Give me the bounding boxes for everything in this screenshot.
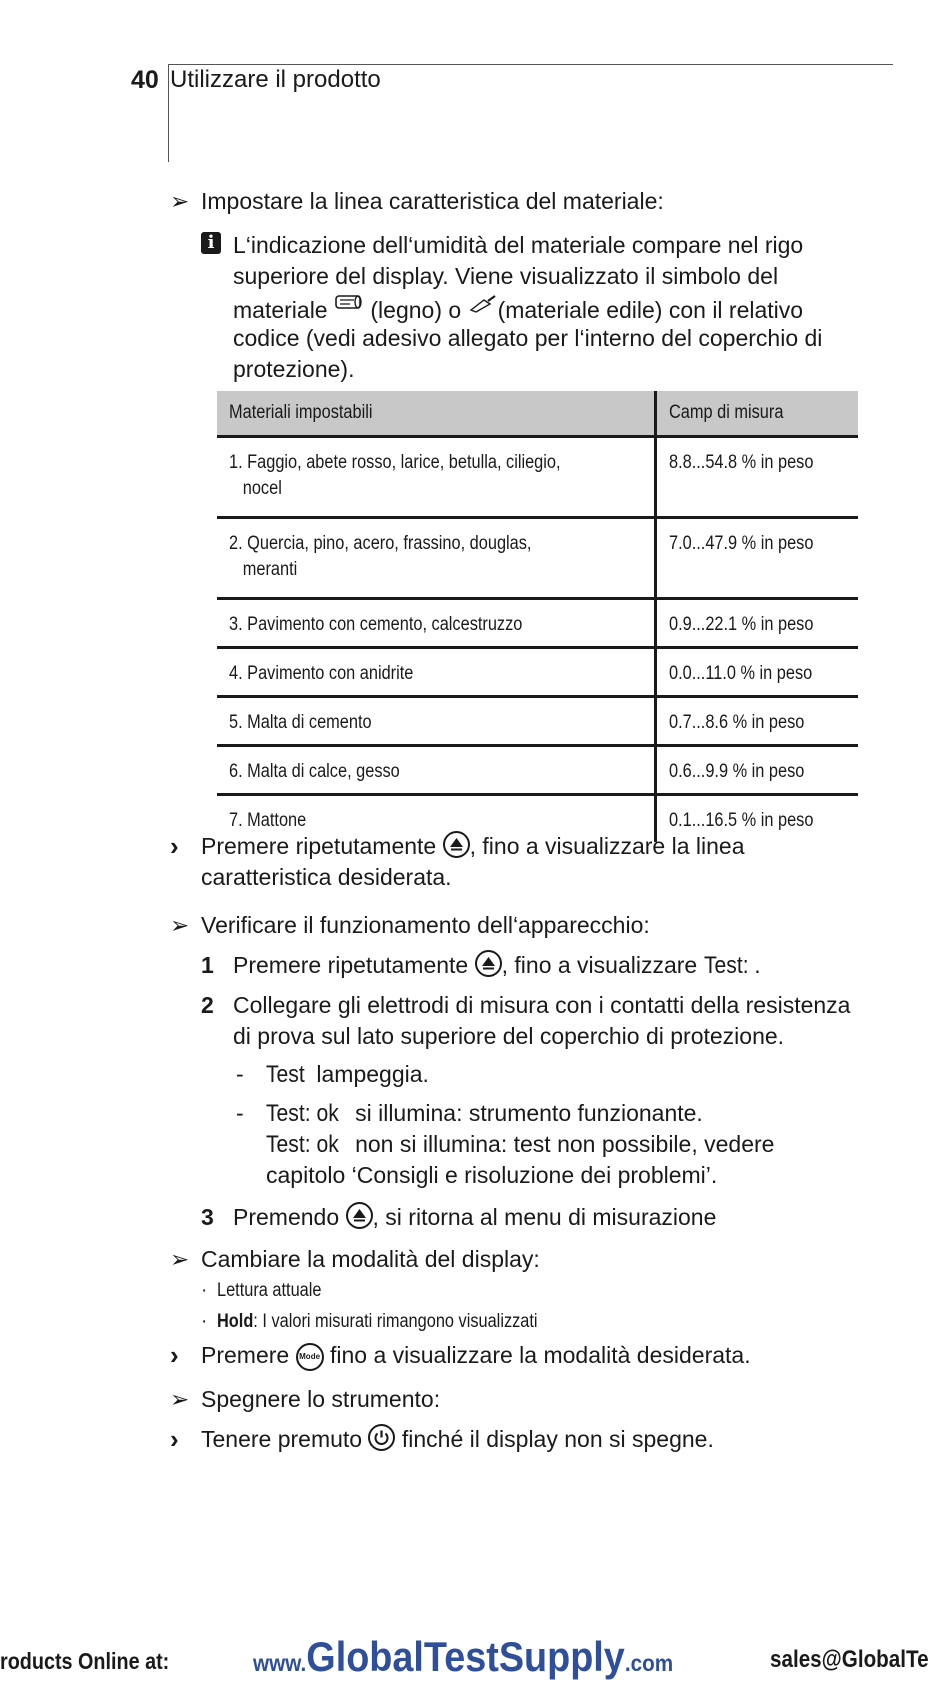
sub-step-1-text: lampeggia. <box>316 1061 429 1087</box>
verify-arrow: ➢ <box>170 912 190 938</box>
sub-step-3-text: non si illumina: test non possibile, vedere <box>355 1131 775 1157</box>
info-line-1: L‘indicazione dell‘umidità del materiale compare nel rigo <box>233 232 804 258</box>
step-1-text-a: Premere ripetutamente <box>233 952 469 978</box>
header-vertical-rule <box>168 64 169 162</box>
page-title: Utilizzare il prodotto <box>170 66 381 93</box>
off-heading: Spegnere lo strumento: <box>201 1386 441 1412</box>
range-cell: 0.0...11.0 % in peso <box>656 648 859 697</box>
step-1-text-b: , fino a visualizzare <box>501 952 698 978</box>
sub-step-3-line-2: capitolo ‘Consigli e risoluzione dei problemi’. <box>266 1162 718 1188</box>
material-heading: Impostare la linea caratteristica del materiale: <box>201 188 664 214</box>
footer-left-text: roducts Online at: <box>0 1648 170 1674</box>
range-cell: 7.0...47.9 % in peso <box>656 518 859 599</box>
up-button-icon <box>346 1202 373 1229</box>
step-2-line-2: di prova sul lato superiore del coperchio di protezione. <box>233 1023 785 1049</box>
range-cell: 0.6...9.9 % in peso <box>656 746 859 795</box>
step-3-text-b: , si ritorna al menu di misurazione <box>372 1204 717 1230</box>
info-line-4: codice (vedi adesivo allegato per l‘interno del coperchio di <box>233 325 823 351</box>
display-test: Test <box>266 1061 305 1088</box>
step-3-number: 3 <box>201 1204 214 1230</box>
press-chevron: › <box>170 831 179 861</box>
step-1 <box>233 950 761 981</box>
off-hold-line <box>201 1424 714 1455</box>
range-cell: 0.7...8.6 % in peso <box>656 697 859 746</box>
off-chevron: › <box>170 1424 179 1454</box>
info-line-5: protezione). <box>233 356 355 382</box>
range-cell: 0.1...16.5 % in peso <box>669 810 814 831</box>
sub-dash-1: - <box>236 1061 244 1087</box>
off-arrow: ➢ <box>170 1386 190 1412</box>
display-test-ok: Test: ok <box>266 1131 339 1158</box>
press-repeat-text-a: Premere ripetutamente <box>201 833 437 859</box>
mode-press-text-b: fino a visualizzare la modalità desiderata. <box>329 1342 751 1368</box>
material-cell: 4. Pavimento con anidrite <box>217 648 656 697</box>
wood-icon <box>334 292 364 314</box>
step-3 <box>233 1202 716 1233</box>
table-row <box>217 599 858 648</box>
mode-dot-1: · <box>201 1280 208 1301</box>
display-test-label: Test: <box>703 952 749 979</box>
mode-press-text-a: Premere <box>201 1342 290 1368</box>
material-cell: 7. Mattone <box>217 795 656 843</box>
display-heading: Cambiare la modalità del display: <box>201 1246 540 1272</box>
column-header-range: Camp di misura <box>656 391 859 437</box>
footer-email[interactable]: sales@GlobalTe <box>770 1646 929 1673</box>
verify-heading: Verificare il funzionamento dell‘apparecchio: <box>201 912 650 938</box>
info-line-3-c: (materiale edile) con il relativo <box>497 297 804 323</box>
step-2-number: 2 <box>201 992 214 1018</box>
step-3-text-a: Premendo <box>233 1204 340 1230</box>
off-hold-text-a: Tenere premuto <box>201 1426 363 1452</box>
off-hold-text-b: finché il display non si spegne. <box>401 1426 714 1452</box>
table-header-row <box>217 391 858 437</box>
header-rule <box>168 64 893 65</box>
info-line-3 <box>233 292 803 326</box>
press-repeat-line-2: caratteristica desiderata. <box>201 864 452 890</box>
step-2-line-1: Collegare gli elettrodi di misura con i contatti della resistenza <box>233 992 851 1018</box>
range-cell: 0.9...22.1 % in peso <box>656 599 859 648</box>
info-line-2: superiore del display. Viene visualizzato il simbolo del <box>233 263 779 289</box>
up-button-icon <box>475 950 502 977</box>
material-cell: 6. Malta di calce, gesso <box>217 746 656 795</box>
materials-table <box>217 391 858 842</box>
mode-chevron: › <box>170 1340 179 1370</box>
sub-step-3 <box>266 1129 774 1160</box>
table-row <box>217 746 858 795</box>
page-number: 40 <box>131 66 159 94</box>
trowel-icon <box>468 294 498 314</box>
sub-step-2-text: si illumina: strumento funzionante. <box>355 1100 703 1126</box>
table-row <box>217 518 858 599</box>
table-row <box>217 697 858 746</box>
step-1-number: 1 <box>201 952 214 978</box>
display-arrow: ➢ <box>170 1246 190 1272</box>
material-arrow: ➢ <box>170 188 190 214</box>
mode-dot-2: · <box>201 1311 208 1332</box>
press-repeat-text-b: , fino a visualizzare la linea <box>469 833 745 859</box>
sub-dash-2: - <box>236 1100 244 1126</box>
display-test-ok: Test: ok <box>266 1100 339 1127</box>
step-1-end: . <box>754 952 761 978</box>
mode-press-line <box>201 1340 751 1371</box>
info-icon: i <box>201 232 221 254</box>
material-cell: 5. Malta di cemento <box>217 697 656 746</box>
column-header-material: Materiali impostabili <box>217 391 656 437</box>
table-row <box>217 648 858 697</box>
table-row <box>217 437 858 518</box>
range-cell: 8.8...54.8 % in peso <box>656 437 859 518</box>
sub-step-1 <box>266 1059 429 1090</box>
mode-item-1: Lettura attuale <box>217 1280 322 1301</box>
up-button-icon <box>443 831 470 858</box>
info-line-3-a: materiale <box>233 297 328 323</box>
sub-step-2 <box>266 1098 703 1129</box>
press-repeat-line-1 <box>201 831 745 862</box>
material-cell: 1. Faggio, abete rosso, larice, betulla, ciliegio, nocel <box>217 437 656 518</box>
mode-button-icon: Mode <box>296 1343 324 1371</box>
power-button-icon <box>368 1424 395 1451</box>
material-cell: 3. Pavimento con cemento, calcestruzzo <box>217 599 656 648</box>
material-cell: 2. Quercia, pino, acero, frassino, douglas, meranti <box>217 518 656 599</box>
mode-item-2: Hold: I valori misurati rimangono visualizzati <box>217 1311 538 1332</box>
footer-brand-link[interactable]: www.GlobalTestSupply.com <box>253 1633 674 1680</box>
info-line-3-b: (legno) o <box>370 297 462 323</box>
